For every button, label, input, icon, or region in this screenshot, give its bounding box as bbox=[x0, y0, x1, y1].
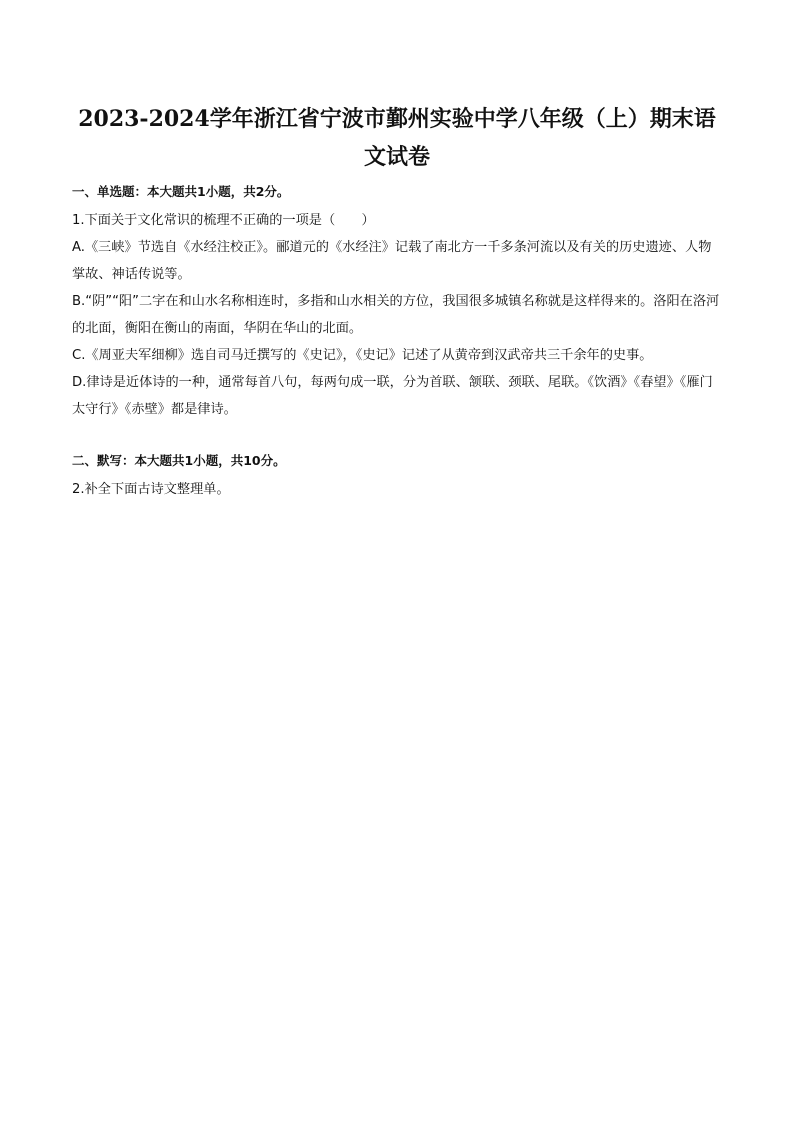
exam-title: 2023-2024学年浙江省宁波市鄞州实验中学八年级（上）期末语文试卷 bbox=[78, 106, 716, 170]
section-heading: 二、默写：本大题共1小题，共10分。 bbox=[72, 453, 286, 468]
section-heading: 一、单选题：本大题共1小题，共2分。 bbox=[72, 184, 290, 199]
question-1-option-b: B.“阴”“阳”二字在和山水名称相连时，多指和山水相关的方位，我国很多城镇名称就是这样得来的。洛阳在洛河的北面，衡阳在衡山的南面，华阴在华山的北面。 bbox=[72, 294, 720, 336]
section-dictation bbox=[72, 451, 722, 503]
section-single-choice bbox=[72, 182, 722, 423]
question-1-option-a: A.《三峡》节选自《水经注校正》。郦道元的《水经注》记载了南北方一千多条河流以及有关的历史遗迹、人物掌故、神话传说等。 bbox=[72, 240, 712, 282]
question-1-option-d: D.律诗是近体诗的一种，通常每首八句，每两句成一联，分为首联、颔联、颈联、尾联。《饮酒》《春望》《雁门太守行》《赤壁》都是律诗。 bbox=[72, 375, 713, 417]
question-2-stem: 2.补全下面古诗文整理单。 bbox=[72, 482, 230, 497]
question-1-option-c: C.《周亚夫军细柳》选自司马迁撰写的《史记》，《史记》记述了从黄帝到汉武帝共三千余年的史事。 bbox=[72, 348, 653, 363]
question-1-stem: 1.下面关于文化常识的梳理不正确的一项是（ ） bbox=[72, 213, 375, 228]
